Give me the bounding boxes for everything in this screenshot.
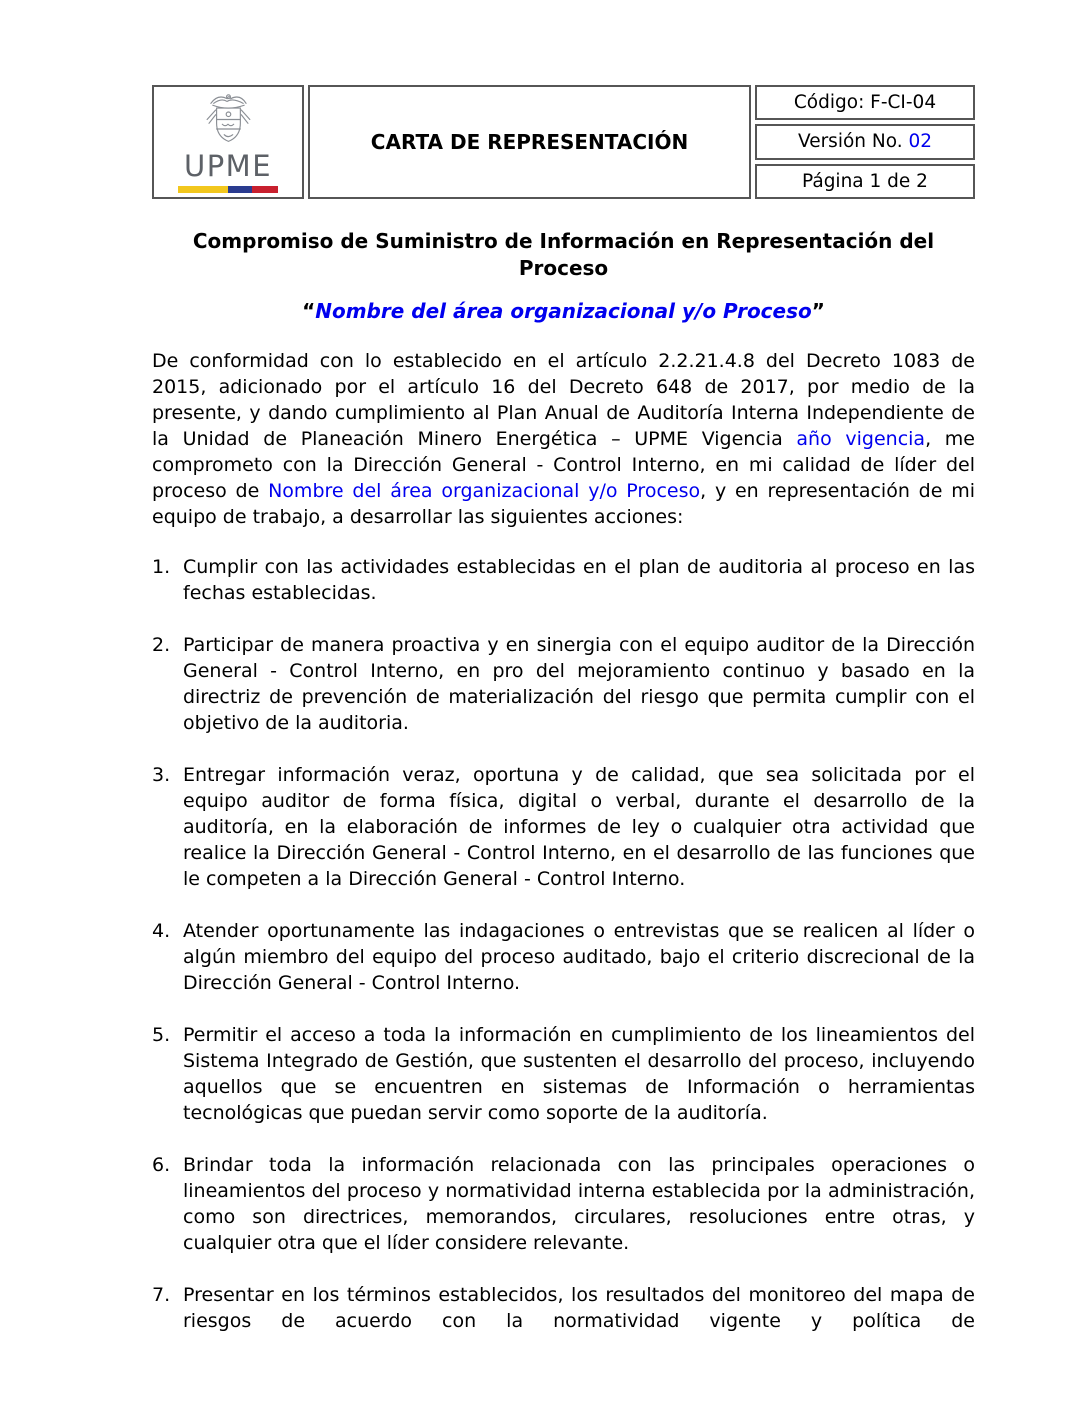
- process-name-placeholder-line: [152, 298, 975, 324]
- action-item-4: [152, 918, 975, 996]
- page-title: Compromiso de Suministro de Información en Representación del Proceso: [192, 229, 935, 280]
- action-item-6: [152, 1152, 975, 1256]
- intro-part-1: De conformidad con lo establecido en el artículo 2.2.21.4.8 del Decreto 1083 de 2015, adicionado por el artículo 16 del Decreto 648 de 2017, por medio de la presente, y dando cumplimiento al Plan Anual de Auditoría Interna Independiente de la Unidad de Planeación Minero Energética – UPME Vigencia: [152, 350, 975, 450]
- header-meta-column: [755, 85, 975, 199]
- action-number: 7.: [152, 1284, 171, 1306]
- action-text: Atender oportunamente las indagaciones o entrevistas que se realicen al líder o algún miembro del equipo del proceso auditado, bajo el criterio discrecional de la Dirección General - Control Interno.: [183, 920, 975, 994]
- process-name-placeholder: Nombre del área organizacional y/o Proceso: [315, 299, 812, 323]
- upme-logo: [152, 85, 304, 199]
- flag-blue-stripe: [228, 186, 252, 193]
- actions-list: [152, 554, 975, 1334]
- intro-part-3: , y en representación de mi equipo de trabajo, a desarrollar las siguientes acciones:: [152, 480, 975, 528]
- flag-red-stripe: [252, 186, 278, 193]
- colombia-coat-of-arms-icon: [200, 91, 256, 150]
- codigo-cell: [755, 85, 975, 120]
- action-text: Entregar información veraz, oportuna y de calidad, que sea solicitada por el equipo auditor de forma física, digital o verbal, durante el desarrollo de la auditoría, en la elaboración de informes de ley o cualquier otra actividad que realice la Dirección General - Control Interno, en el desarrollo de las funciones que le competen a la Dirección General - Control Interno.: [183, 764, 975, 890]
- action-item-7: [152, 1282, 975, 1334]
- codigo-text: Código: F-CI-04: [793, 92, 937, 114]
- action-number: 3.: [152, 764, 171, 786]
- version-value: 02: [908, 131, 933, 153]
- action-number: 2.: [152, 634, 171, 656]
- open-quote: “: [302, 299, 316, 323]
- vigencia-placeholder: año vigencia: [796, 428, 926, 450]
- logo-org-name: UPME: [183, 148, 273, 183]
- version-label: Versión No.: [797, 131, 903, 153]
- pagina-text: Página 1 de 2: [802, 170, 928, 192]
- action-number: 6.: [152, 1154, 171, 1176]
- process-placeholder: Nombre del área organizacional y/o Proceso: [268, 480, 701, 502]
- action-text: Permitir el acceso a toda la información en cumplimiento de los lineamientos del Sistema Integrado de Gestión, que sustenten el desarrollo del proceso, incluyendo aquellos que se encuentren en sistemas de Información o herramientas tecnológicas que puedan servir como soporte de la auditoría.: [183, 1024, 975, 1124]
- action-item-1: [152, 554, 975, 606]
- action-item-5: [152, 1022, 975, 1126]
- document-type-title: CARTA DE REPRESENTACIÓN: [370, 130, 689, 154]
- close-quote: ”: [811, 299, 825, 323]
- colombia-flag-bar: [178, 186, 278, 193]
- document-body: [152, 228, 975, 1334]
- version-cell: [755, 124, 975, 159]
- document-type-title-cell: [308, 85, 751, 199]
- action-text: Brindar toda la información relacionada con las principales operaciones o lineamientos del proceso y normatividad interna establecida por la administración, como son directrices, memorandos, circulares, resoluciones entre otras, y cualquier otra que el líder considere relevante.: [183, 1154, 975, 1254]
- intro-part-2: , me comprometo con la Dirección General - Control Interno, en mi calidad de líder del proceso de: [152, 428, 975, 502]
- action-item-2: [152, 632, 975, 736]
- action-text: Presentar en los términos establecidos, los resultados del monitoreo del mapa de riesgos de acuerdo con la normatividad vigente y política de: [183, 1284, 975, 1332]
- action-text: Participar de manera proactiva y en sinergia con el equipo auditor de la Dirección General - Control Interno, en pro del mejoramiento continuo y basado en la directriz de prevención de materialización del riesgo que permita cumplir con el objetivo de la auditoria.: [183, 634, 975, 734]
- action-number: 5.: [152, 1024, 171, 1046]
- intro-paragraph: [152, 348, 975, 530]
- flag-yellow-stripe: [178, 186, 228, 193]
- action-text: Cumplir con las actividades establecidas en el plan de auditoria al proceso en las fechas establecidas.: [183, 556, 975, 604]
- pagina-cell: [755, 164, 975, 199]
- action-number: 4.: [152, 920, 171, 942]
- action-number: 1.: [152, 556, 171, 578]
- document-header-table: [152, 85, 975, 199]
- action-item-3: [152, 762, 975, 892]
